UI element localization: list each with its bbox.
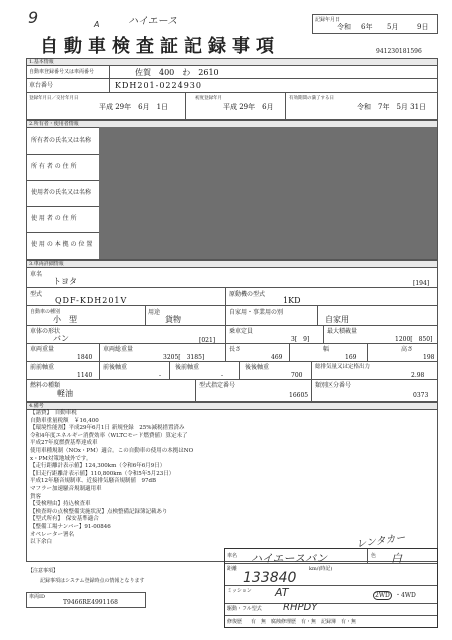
section4-header: 4.備考	[29, 403, 44, 409]
memo-color-value: 白	[391, 552, 402, 565]
memo-car-name-value: ハイエースバン	[251, 552, 328, 565]
memo-mission-label: ミッション	[227, 588, 252, 594]
displacement-label: 総排気量又は定格出力	[315, 364, 371, 370]
make-value: トヨタ	[53, 277, 77, 286]
car-id-box	[26, 592, 146, 608]
chassis-number-label: 車台番号	[29, 82, 54, 89]
memo-color-label: 色	[371, 553, 377, 559]
remark-line: オペレーター署名	[30, 531, 75, 538]
record-date-era: 令和	[337, 23, 351, 31]
record-date-year: 6年	[361, 23, 373, 31]
first-registration-value: 平成 29年 6月	[223, 103, 274, 111]
car-id-value: T9466RE4991168	[63, 599, 118, 606]
height-value: 198	[423, 354, 435, 361]
engine-model-label: 原動機の型式	[229, 291, 266, 298]
class-number-value: 0373	[413, 392, 429, 399]
redacted-owner-block	[99, 127, 437, 259]
body-shape-value: バン	[53, 334, 69, 343]
section-basic-info	[26, 58, 438, 120]
remark-line: 【走行距離計表示値】124,300km（令和6年6月9日）	[30, 463, 166, 470]
usage-value: 貨物	[165, 315, 181, 324]
engine-model-value: 1KD	[283, 296, 301, 305]
capacity-label: 乗車定員	[229, 328, 254, 335]
max-load-value: 1200[ 850]	[395, 336, 433, 343]
remark-line: 平成27年度燃費基準達成車	[30, 440, 98, 447]
make-label: 車名	[30, 271, 43, 278]
handwritten-top-note: ハイエース	[128, 16, 178, 27]
vehicle-kind-label: 自動車の種別	[30, 309, 61, 315]
section2-header: 2.所有者・使用者情報	[29, 121, 79, 127]
remark-line: 【受検理由】持込検査車	[30, 501, 91, 508]
rear-front-axle-label: 後前軸重	[175, 364, 200, 371]
body-shape-code: [021]	[199, 337, 216, 344]
front-front-axle-value: 1140	[77, 372, 93, 379]
remark-line: x・PM対策地域外です。	[30, 455, 92, 462]
length-value: 469	[271, 354, 283, 361]
front-front-axle-label: 前前軸重	[30, 364, 55, 371]
record-date-label: 記録年月日	[315, 17, 341, 23]
fuel-type-value: 軽油	[57, 389, 73, 398]
displacement-value: 2.98	[411, 372, 425, 379]
fuel-type-label: 燃料の種類	[30, 382, 61, 389]
gross-weight-value: 3205[ 3185]	[163, 354, 205, 361]
section-vehicle-details	[26, 260, 438, 402]
registration-number-value: 佐賀 400 わ 2610	[135, 68, 219, 77]
gross-weight-label: 車両総重量	[103, 346, 134, 353]
remark-line: 【型式所有】 保安基準適合	[30, 516, 99, 523]
notes-title: 【注意事項】	[28, 568, 59, 574]
front-rear-axle-value: -	[159, 372, 162, 379]
memo-repair-options: 有 無 腐蝕修理歴 有・無 記録簿 有・無	[251, 619, 357, 625]
memo-distance-value: 133840	[243, 570, 297, 586]
private-commercial-value: 自家用	[325, 315, 349, 324]
user-address-label: 使 用 者 の 住 所	[31, 215, 77, 222]
remark-line: 令和4年度エネルギー消費効率（WLTCモード燃費値）算定未了	[30, 432, 188, 439]
registration-date-label: 登録年月日／交付年月日	[29, 96, 79, 101]
chassis-number-value: KDH201-0224930	[115, 81, 202, 90]
model-value: QDF-KDH201V	[55, 296, 128, 305]
memo-drive-label: 駆動・フル型式	[227, 606, 262, 612]
registration-date-value: 平成 29年 6月 1日	[99, 103, 169, 111]
max-load-label: 最大積載量	[327, 328, 358, 335]
memo-car-name-label: 車名	[227, 553, 238, 559]
memo-drive-separator: ・	[395, 592, 402, 599]
handwritten-letter: A	[94, 20, 100, 29]
first-registration-label: 初度登録年月	[195, 96, 222, 101]
remark-line: 【旧走行距離計表示値】110,800km（令和5年5月23日）	[30, 470, 175, 477]
record-date-box	[312, 14, 438, 34]
length-label: 長さ	[229, 346, 242, 353]
record-date-day: 9日	[417, 23, 429, 31]
base-location-label: 使 用 の 本 拠 の 位 置	[31, 241, 93, 248]
car-id-label: 車両ID	[29, 594, 45, 600]
remarks-text	[30, 410, 193, 547]
remark-line: 使用車種規制（NOx・PM）適合。この自動車の使用の本拠はNO	[30, 447, 194, 454]
memo-distance-label: 距離	[227, 566, 238, 572]
dealer-memo-box	[224, 548, 438, 628]
body-shape-label: 車体の形状	[30, 328, 61, 335]
memo-drive-value: RHPDY	[283, 602, 318, 613]
registration-number-label: 自動車登録番号又は車両番号	[29, 69, 95, 75]
handwritten-side-note: レンタカー	[355, 532, 407, 551]
remark-line: 【検査時の点検整備実施状況】点検整備記録簿記載あり	[30, 508, 168, 515]
private-commercial-label: 自家用・事業用の別	[229, 309, 284, 316]
user-name-label: 使用者の氏名又は名称	[31, 189, 92, 196]
vehicle-kind-value: 小 型	[53, 315, 77, 324]
type-designation-value: 16605	[289, 392, 309, 399]
expiry-date-value: 令和 7年 5月 31日	[357, 103, 427, 111]
vehicle-weight-label: 車両重量	[30, 346, 55, 353]
memo-repair-label: 修復歴	[227, 619, 243, 625]
class-number-label: 類別区分番号	[315, 382, 352, 389]
record-date-month: 5月	[387, 23, 399, 31]
remark-line: 以下余白	[30, 539, 53, 546]
notes-text: 記録事項はシステム登録時点の情報となります	[40, 578, 145, 584]
handwritten-page-number: 9	[28, 8, 39, 27]
front-rear-axle-label: 前後軸重	[103, 364, 128, 371]
document-number: 941230181596	[376, 48, 422, 55]
memo-drive-2wd: 2WD	[375, 592, 390, 599]
remark-line: 【整備工場ナンバー】91-00846	[30, 523, 111, 530]
height-label: 高さ	[401, 346, 414, 353]
width-label: 幅	[323, 346, 330, 353]
usage-label: 用途	[148, 309, 161, 316]
expiry-date-label: 有効期間の満了する日	[289, 96, 334, 101]
rear-rear-axle-label: 後後軸重	[245, 364, 270, 371]
capacity-value: 3[ 9]	[291, 336, 310, 343]
rear-rear-axle-value: 700	[291, 372, 303, 379]
owner-name-label: 所有者の氏名又は名称	[31, 137, 92, 144]
rear-front-axle-value: -	[221, 372, 224, 379]
memo-distance-unit: km/(時記)	[309, 566, 333, 572]
page-title: 自動車検査証記録事項	[40, 36, 280, 57]
section1-header: 1.基本情報	[29, 59, 54, 65]
remark-line: 自動車重量税額 ￥16,400	[30, 417, 99, 424]
section3-header: 3.車両詳細情報	[29, 261, 64, 267]
remark-line: 平成12年騒音規制車、近接排気騒音規制値 97dB	[30, 478, 157, 485]
remark-line: マフラー加速騒音規制適用車	[30, 485, 102, 492]
memo-mission-value: AT	[275, 586, 289, 599]
width-value: 169	[345, 354, 357, 361]
remark-line: 貨客	[30, 493, 42, 500]
model-label: 型式	[30, 291, 43, 298]
vehicle-weight-value: 1840	[77, 354, 93, 361]
memo-drive-4wd: 4WD	[401, 592, 416, 599]
make-code: [194]	[413, 280, 430, 287]
remark-line: 【環境性能割】平成29年6月1日 新規登録 25%減税措置済み	[30, 425, 185, 432]
remark-line: 【諸費】 自動車税	[30, 410, 77, 416]
type-designation-label: 型式指定番号	[199, 382, 236, 389]
owner-address-label: 所 有 者 の 住 所	[31, 163, 77, 170]
